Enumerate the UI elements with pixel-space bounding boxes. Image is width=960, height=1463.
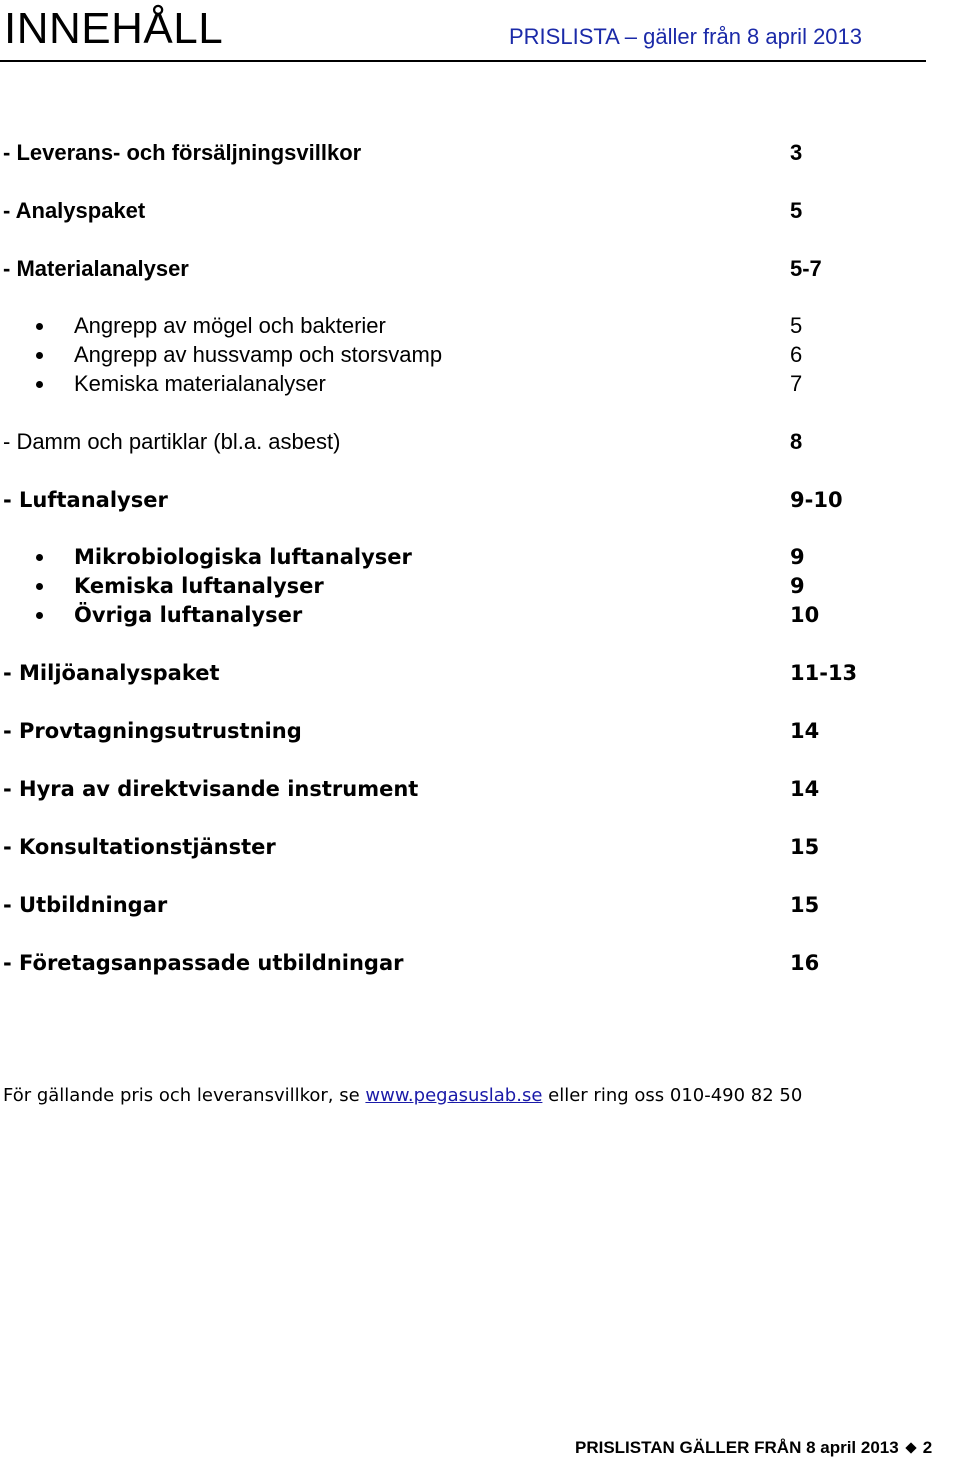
toc-subitem-label: Angrepp av mögel och bakterier [74,313,386,338]
toc-item-utbildningar[interactable] [0,891,900,919]
toc-item-label: - Leverans- och försäljningsvillkor [3,140,362,165]
toc-item-page: 8 [790,429,803,454]
price-list-validity: PRISLISTA – gäller från 8 april 2013 [509,24,863,49]
toc-item-provtagningsutrustning[interactable] [0,717,900,745]
toc-item-label: - Hyra av direktvisande instrument [3,777,419,801]
toc-subitem-ovriga[interactable] [0,601,900,629]
toc-subitem-hussvamp[interactable] [0,341,900,369]
toc-item-materialanalyser[interactable] [0,255,900,283]
toc-item-label: - Företagsanpassade utbildningar [3,951,404,975]
website-link[interactable]: www.pegasuslab.se [365,1085,543,1106]
footer-validity: PRISLISTAN GÄLLER FRÅN 8 april 2013 [575,1438,899,1457]
bullet-icon [36,381,43,388]
toc-subitem-label: Övriga luftanalyser [74,603,303,627]
page-title: INNEHÅLL [4,4,224,53]
toc-item-page: 5-7 [790,256,822,281]
toc-item-foretagsanpassade[interactable] [0,949,900,977]
toc-item-label: - Analyspaket [3,198,146,223]
toc-subitem-page: 10 [790,603,820,627]
toc-subitem-page: 9 [790,545,805,569]
bullet-icon [36,554,43,561]
toc-subitem-page: 9 [790,574,805,598]
toc-subitem-page: 6 [790,342,803,367]
header-divider [0,60,926,62]
toc-item-page: 14 [790,719,820,743]
toc-subitem-page: 7 [790,371,803,396]
toc-item-label: - Utbildningar [3,893,168,917]
bullet-icon [36,352,43,359]
toc-subitem-label: Mikrobiologiska luftanalyser [74,545,412,569]
toc-item-hyra-instrument[interactable] [0,775,900,803]
toc-subitem-mikrobiologiska[interactable] [0,543,900,571]
toc-item-label: - Materialanalyser [3,256,189,281]
toc-item-label: - Miljöanalyspaket [3,661,220,685]
toc-subitem-page: 5 [790,313,803,338]
toc-item-page: 14 [790,777,820,801]
toc-item-damm[interactable] [0,428,900,456]
toc-item-label: - Damm och partiklar (bl.a. asbest) [3,429,341,454]
toc-item-miljoanalyspaket[interactable] [0,659,900,687]
contact-info [3,1083,802,1109]
toc-item-page: 5 [790,198,803,223]
toc-item-label: - Provtagningsutrustning [3,719,302,743]
toc-item-page: 11-13 [790,661,858,685]
toc-item-page: 9-10 [790,488,843,512]
toc-subitem-label: Kemiska materialanalyser [74,371,326,396]
toc-item-label: - Konsultationstjänster [3,835,276,859]
bullet-icon [36,612,43,619]
toc-item-page: 15 [790,893,820,917]
page-footer [575,1436,932,1460]
toc-subitem-kemiska-luft[interactable] [0,572,900,600]
toc-item-analyspaket[interactable] [0,197,900,225]
toc-subitem-label: Kemiska luftanalyser [74,574,324,598]
toc-item-leveransvillkor[interactable] [0,139,900,167]
toc-item-page: 15 [790,835,820,859]
toc-item-konsultationstjanster[interactable] [0,833,900,861]
contact-prefix: För gällande pris och leveransvillkor, se [3,1085,366,1106]
toc-item-label: - Luftanalyser [3,488,168,512]
diamond-icon [905,1442,916,1453]
toc-item-page: 3 [790,140,803,165]
contact-suffix: eller ring oss 010-490 82 50 [542,1085,803,1106]
toc-subitem-mogel[interactable] [0,312,900,340]
page-number: 2 [922,1438,933,1457]
bullet-icon [36,583,43,590]
toc-subitem-kemiska-material[interactable] [0,370,900,398]
bullet-icon [36,323,43,330]
toc-subitem-label: Angrepp av hussvamp och storsvamp [74,342,443,367]
toc-item-page: 16 [790,951,820,975]
toc-item-luftanalyser[interactable] [0,486,900,514]
